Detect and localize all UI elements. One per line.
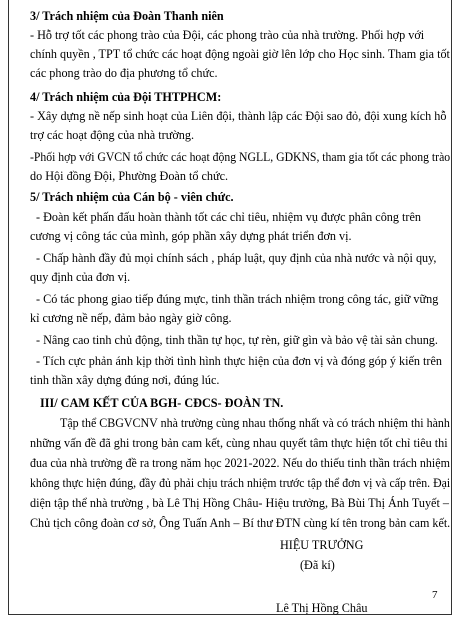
section-heading: 3/ Trách nhiệm của Đoàn Thanh niên xyxy=(30,9,224,23)
paragraph-line: cương vị công tác của mình, góp phần xây dựng phát triển đơn vị. xyxy=(30,229,352,243)
paragraph-line: diện tập thể nhà trường , bà Lê Thị Hồng Châu- Hiệu trưởng, Bà Bùi Thị Ánh Tuyết – xyxy=(30,496,449,510)
paragraph-line: - Có tác phong giao tiếp đúng mực, tinh thần trách nhiệm trong công tác, giữ vững xyxy=(36,292,439,306)
section-heading: III/ CAM KẾT CỦA BGH- CĐCS- ĐOÀN TN. xyxy=(40,396,284,410)
paragraph-line: do Hội đồng Đội, Phường Đoàn tổ chức. xyxy=(30,169,229,183)
paragraph-line: kỉ cương nề nếp, đảm bảo ngày giờ công. xyxy=(30,311,232,325)
paragraph-line: chính quyền , TPT tổ chức các hoạt động ngoài giờ lên lớp cho Học sinh. Tham gia tốt xyxy=(30,47,450,61)
section-heading: 5/ Trách nhiệm của Cán bộ - viên chức. xyxy=(30,190,234,204)
paragraph-line: Chủ tịch công đoàn cơ sở, Ông Tuấn Anh – Bí thư ĐTN cùng kí tên trong bản cam kết. xyxy=(30,516,451,530)
paragraph-line: trợ các hoạt động của nhà trường. xyxy=(30,128,194,142)
paragraph-line: tinh thần xây dựng đúng nơi, đúng lúc. xyxy=(30,373,220,387)
signature-name: Lê Thị Hồng Châu xyxy=(276,601,368,615)
paragraph-line: - Đoàn kết phấn đấu hoàn thành tốt các chỉ tiêu, nhiệm vụ được phân công trên xyxy=(36,210,421,224)
signature-title: HIỆU TRƯỞNG xyxy=(280,538,364,552)
paragraph-line: Tập thể CBGVCNV nhà trường cùng nhau thống nhất và có trách nhiệm thi hành xyxy=(60,416,450,430)
paragraph-line: quy định của đơn vị. xyxy=(30,270,131,284)
paragraph-line: các phong trào do địa phương tổ chức. xyxy=(30,66,218,80)
paragraph-line: không thực hiện đúng, đầy đủ phải chịu trách nhiệm trước tập thể đơn vị và cấp trên. Đại xyxy=(30,476,451,490)
page-number: 7 xyxy=(432,589,438,601)
paragraph-line: - Tích cực phản ánh kịp thời tình hình thực hiện của đơn vị và đóng góp ý kiến trên xyxy=(36,354,442,368)
paragraph-line: - Xây dựng nề nếp sinh hoạt của Liên đội, thành lập các Đội sao đỏ, đội xung kích hỗ xyxy=(30,109,447,123)
paragraph-line: -Phối hợp với GVCN tổ chức các hoạt động NGLL, GDKNS, tham gia tốt các phong trào xyxy=(30,150,451,164)
section-heading: 4/ Trách nhiệm của Đội THTPHCM: xyxy=(30,90,222,104)
paragraph-line: - Chấp hành đầy đủ mọi chính sách , pháp luật, quy định của nhà nước và nội quy, xyxy=(36,251,437,265)
paragraph-line: đua của nhà trường đề ra trong năm học 2021-2022. Nếu do thiếu tinh thần trách nhiệm xyxy=(30,456,450,470)
signature-status: (Đã kí) xyxy=(300,558,335,572)
paragraph-line: - Hỗ trợ tốt các phong trào của Đội, các phong trào của nhà trường. Phối hợp với xyxy=(30,28,425,42)
paragraph-line: những vấn đề đã ghi trong bản cam kết, cùng nhau quyết tâm thực hiện tốt chỉ tiêu thi xyxy=(30,436,448,450)
paragraph-line: - Nâng cao tinh chủ động, tinh thần tự học, tự rèn, giữ gìn và bảo vệ tài sản chung. xyxy=(36,333,438,347)
